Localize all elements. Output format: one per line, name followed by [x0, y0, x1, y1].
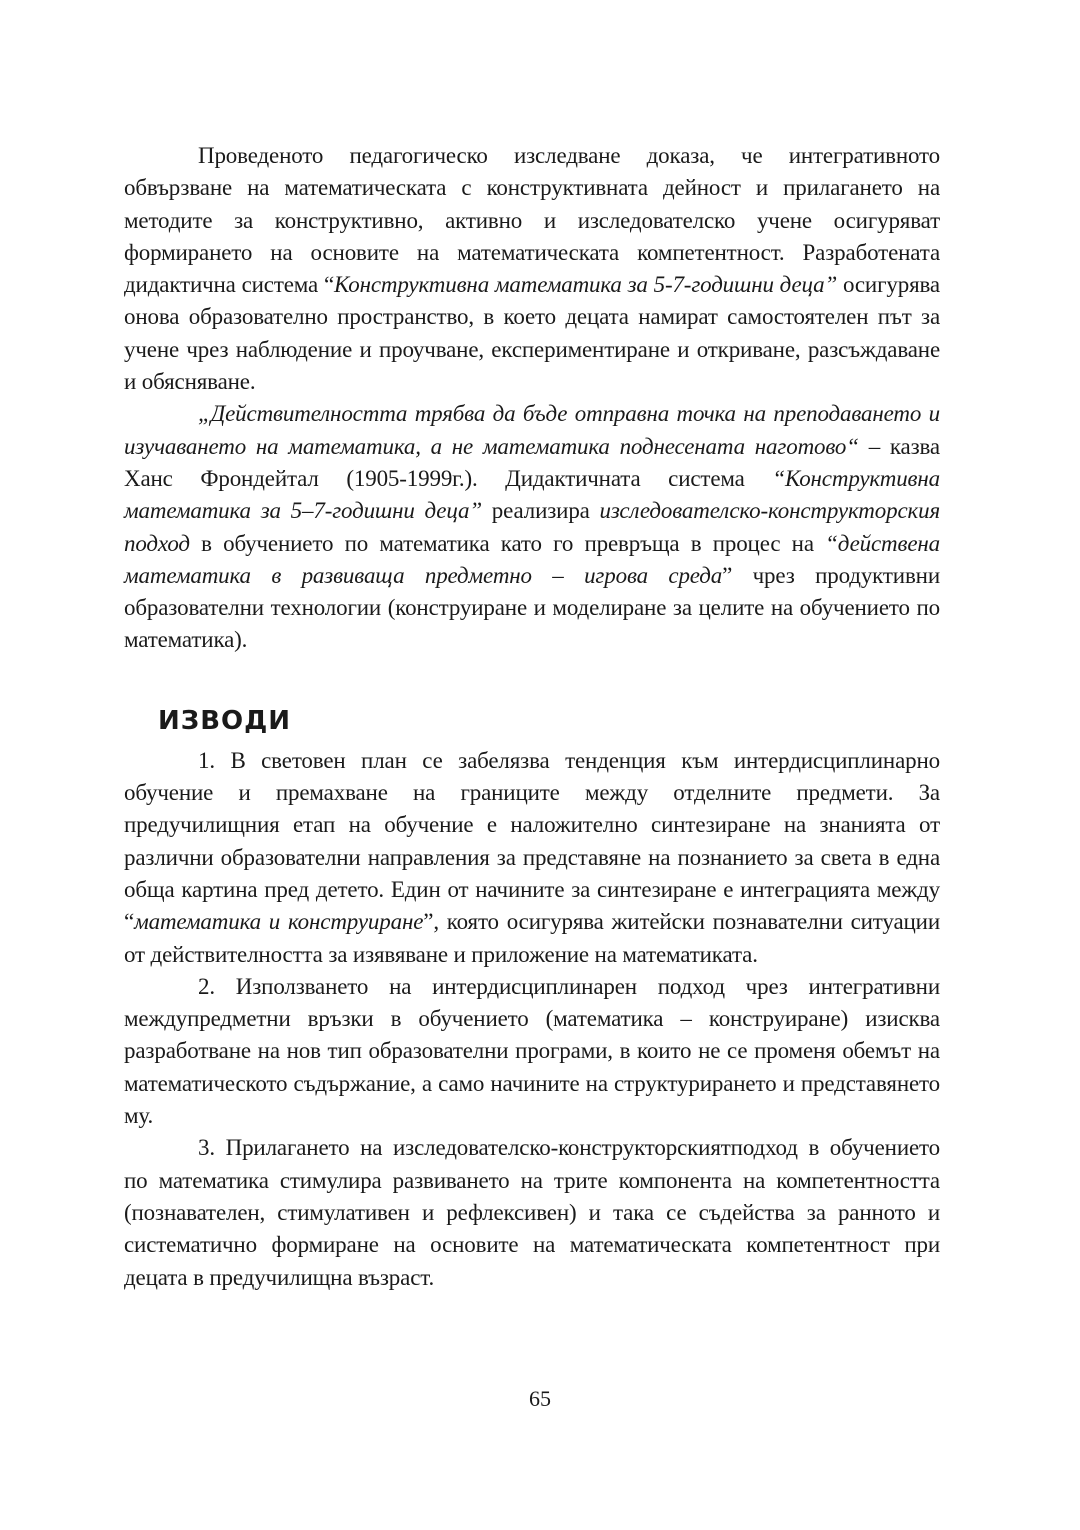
italic-text: математика и конструиране [134, 909, 424, 935]
text-span: 2. Използването на интердисциплинарен подход чрез интегративни междупредметни връзки в обучението (математика – конструиране) изисква разработване на нов тип образователни програми, в които не се променя обемът на математическото съдържание, а само начините на структурирането и представянето му. [124, 973, 940, 1129]
italic-text: „Действителността трябва да бъде отправна точка на преподаването и изучаването на математика, а не математика поднесената наготово“ [124, 401, 940, 459]
conclusion-paragraph [124, 1132, 940, 1293]
conclusion-paragraphs [124, 745, 940, 1294]
text-span: 3. Прилагането на изследователско-конструкторскиятподход в обучението по математика стимулира развиването на трите компонента на компетентността (познавателен, стимулативен и рефлексивен) и така се съдейства за ранното и систематично формиране на основите на математическата компетентност при децата в предучилищна възраст. [124, 1135, 940, 1290]
intro-paragraph [124, 140, 940, 398]
italic-text: “Конструктивна математика за 5–7-годишни деца” [124, 465, 940, 524]
intro-paragraph [124, 398, 940, 656]
italic-text: изследователско-конструкторския подход [124, 498, 941, 556]
text-span: ”, която осигурява житейски познавателни ситуации от действителността за изявяване и приложение на математиката. [124, 909, 940, 967]
text-span: в обучението по математика като го превръща в процес на [189, 530, 826, 556]
italic-text: Конструктивна математика за 5-7-годишни деца” [334, 272, 838, 298]
conclusion-paragraph [124, 971, 940, 1132]
text-span: осигурява онова образователно пространство, в което децата намират самостоятелен път за учене чрез наблюдение и проучване, експериментиране и откриване, разсъждаване и обясняване. [124, 272, 940, 395]
italic-text: “действена математика в развиваща предметно – игрова среда [124, 530, 940, 588]
text-span: – казва Ханс Фрондейтал (1905-1999г.). Дидактичната система [124, 433, 940, 491]
section-heading: ИЗВОДИ [158, 705, 292, 736]
conclusion-paragraph [124, 745, 940, 971]
intro-paragraphs [124, 140, 940, 657]
text-span: реализира [482, 498, 600, 524]
text-span: 1. В световен план се забелязва тенденция към интердисциплинарно обучение и премахване на границите между отделните предмети. За предучилищния етап на обучение е наложително синтезиране на знанията от различни образователни направления за представяне на познанието за света в една обща картина пред детето. Един от начините за синтезиране е интеграцията между “ [124, 747, 940, 935]
text-span: ” чрез продуктивни образователни технологии (конструиране и моделиране за целите на обучението по математика). [124, 562, 940, 653]
page-body [124, 140, 940, 1294]
page-number: 65 [529, 1386, 551, 1411]
text-span: Проведеното педагогическо изследване доказа, че интегративното обвързване на математическата с конструктивната дейност и прилагането на методите за конструктивно, активно и изследователско учене осигуряват формирането на основите на математическата компетентност. Разработената дидактична система “ [124, 143, 940, 298]
